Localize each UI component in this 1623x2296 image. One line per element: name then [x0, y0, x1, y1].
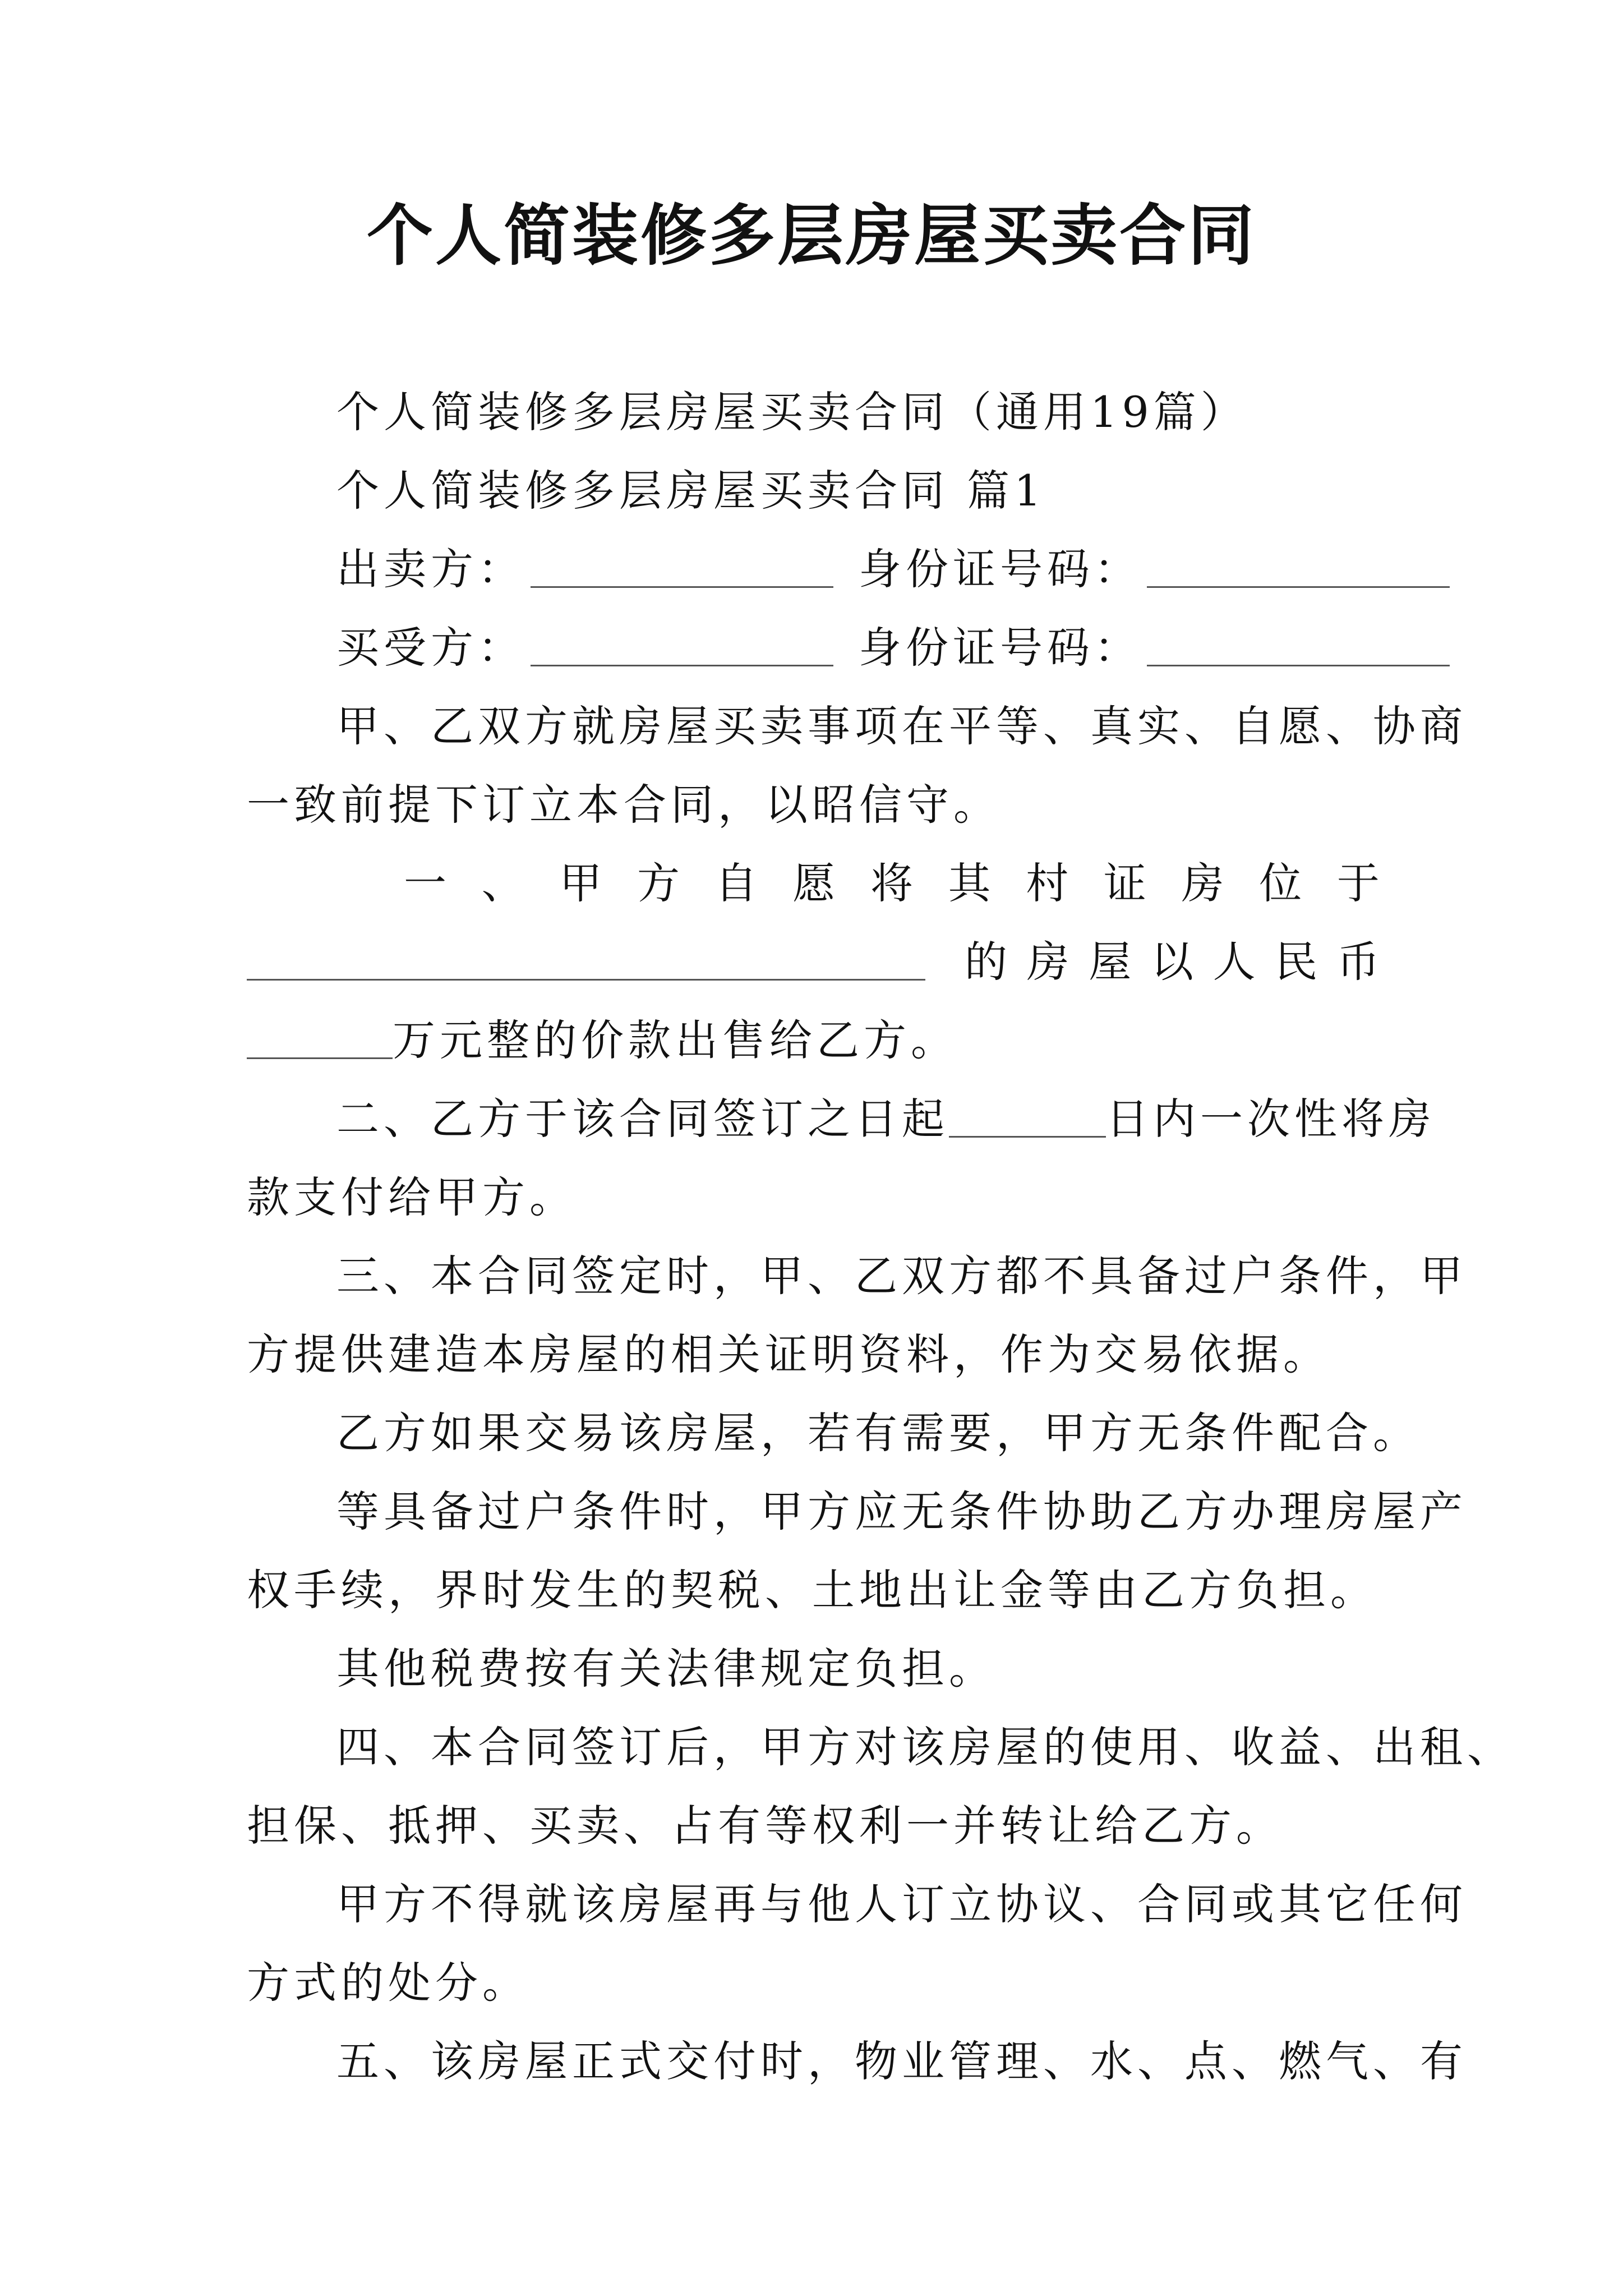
clause-3-line-1: 三、本合同签定时，甲、乙双方都不具备过户条件，甲 [336, 1251, 1467, 1301]
location-blank [247, 934, 925, 981]
clause-1-char: 的 [965, 937, 1007, 987]
clause-3-line-2: 方提供建造本房屋的相关证明资料，作为交易依据。 [247, 1329, 1330, 1379]
clause-4-line-1: 四、本合同签订后，甲方对该房屋的使用、收益、出租、 [336, 1722, 1514, 1772]
clause-4-line-2: 担保、抵押、买卖、占有等权利一并转让给乙方。 [247, 1801, 1283, 1851]
paragraph-other-taxes: 其他税费按有关法律规定负担。 [336, 1644, 996, 1694]
clause-1-char: 房 [1026, 937, 1069, 987]
clause-1-char: 其 [948, 858, 991, 908]
clause-1-char: 位 [1259, 858, 1302, 908]
clause-1-char: 一 [404, 858, 446, 908]
clause-1-char: 币 [1336, 937, 1380, 987]
buyer-row [336, 620, 1450, 676]
paragraph-buyer-trade: 乙方如果交易该房屋，若有需要，甲方无条件配合。 [336, 1408, 1420, 1458]
document-title: 个人简装修多层房屋买卖合同 [366, 196, 1256, 274]
clause-1-char: 甲 [559, 858, 602, 908]
clause-1-char: 屋 [1089, 937, 1132, 987]
paragraph-transfer-line-1: 等具备过户条件时，甲方应无条件协助乙方办理房屋产 [336, 1487, 1467, 1536]
buyer-id-blank [1147, 620, 1450, 666]
clause-1-char: 自 [714, 858, 758, 908]
clause-2-line-1 [336, 1091, 1436, 1147]
days-blank [949, 1091, 1106, 1138]
paragraph-transfer-line-2: 权手续，界时发生的契税、土地出让金等由乙方负担。 [247, 1565, 1377, 1615]
seller-row [336, 541, 1450, 597]
seller-id-blank [1147, 541, 1450, 588]
clause-1-char: 人 [1212, 937, 1256, 987]
clause-1-char: 以 [1150, 937, 1193, 987]
clause-1-char: 、 [481, 858, 524, 908]
clause-1-line-3 [247, 1013, 958, 1069]
intro-paragraph-line-1: 甲、乙双方就房屋买卖事项在平等、真实、自愿、协商 [336, 701, 1467, 751]
seller-id-label: 身份证号码： [859, 544, 1141, 594]
clause-1-char: 证 [1103, 858, 1146, 908]
clause-2-text-b: 日内一次性将房 [1106, 1094, 1436, 1144]
buyer-id-label: 身份证号码： [859, 623, 1141, 673]
buyer-name-blank [531, 620, 833, 666]
intro-paragraph-line-2: 一致前提下订立本合同，以昭信守。 [247, 780, 1000, 830]
buyer-label: 买受方： [336, 623, 525, 673]
clause-1-char: 愿 [792, 858, 836, 908]
clause-1-char: 民 [1275, 937, 1318, 987]
seller-name-blank [531, 541, 833, 588]
clause-1-char: 将 [870, 858, 913, 908]
clause-5-line-1: 五、该房屋正式交付时，物业管理、水、点、燃气、有 [336, 2036, 1467, 2086]
clause-1-char: 房 [1181, 858, 1224, 908]
clause-1-char: 方 [637, 858, 680, 908]
seller-label: 出卖方： [336, 544, 525, 594]
document-subtitle: 个人简装修多层房屋买卖合同（通用19篇） [336, 387, 1248, 437]
clause-1-char: 村 [1026, 858, 1069, 908]
section-heading: 个人简装修多层房屋买卖合同 篇1 [336, 466, 1046, 516]
clause-1-char: 于 [1336, 858, 1380, 908]
clause-2-line-2: 款支付给甲方。 [247, 1172, 577, 1222]
price-blank [247, 1013, 393, 1059]
clause-1-line-3-text: 万元整的价款出售给乙方。 [393, 1015, 958, 1065]
clause-1-line-1 [404, 855, 1380, 912]
clause-2-text-a: 二、乙方于该合同签订之日起 [336, 1094, 949, 1144]
paragraph-no-dispose-line-1: 甲方不得就该房屋再与他人订立协议、合同或其它任何 [336, 1879, 1467, 1929]
paragraph-no-dispose-line-2: 方式的处分。 [247, 1958, 529, 2008]
